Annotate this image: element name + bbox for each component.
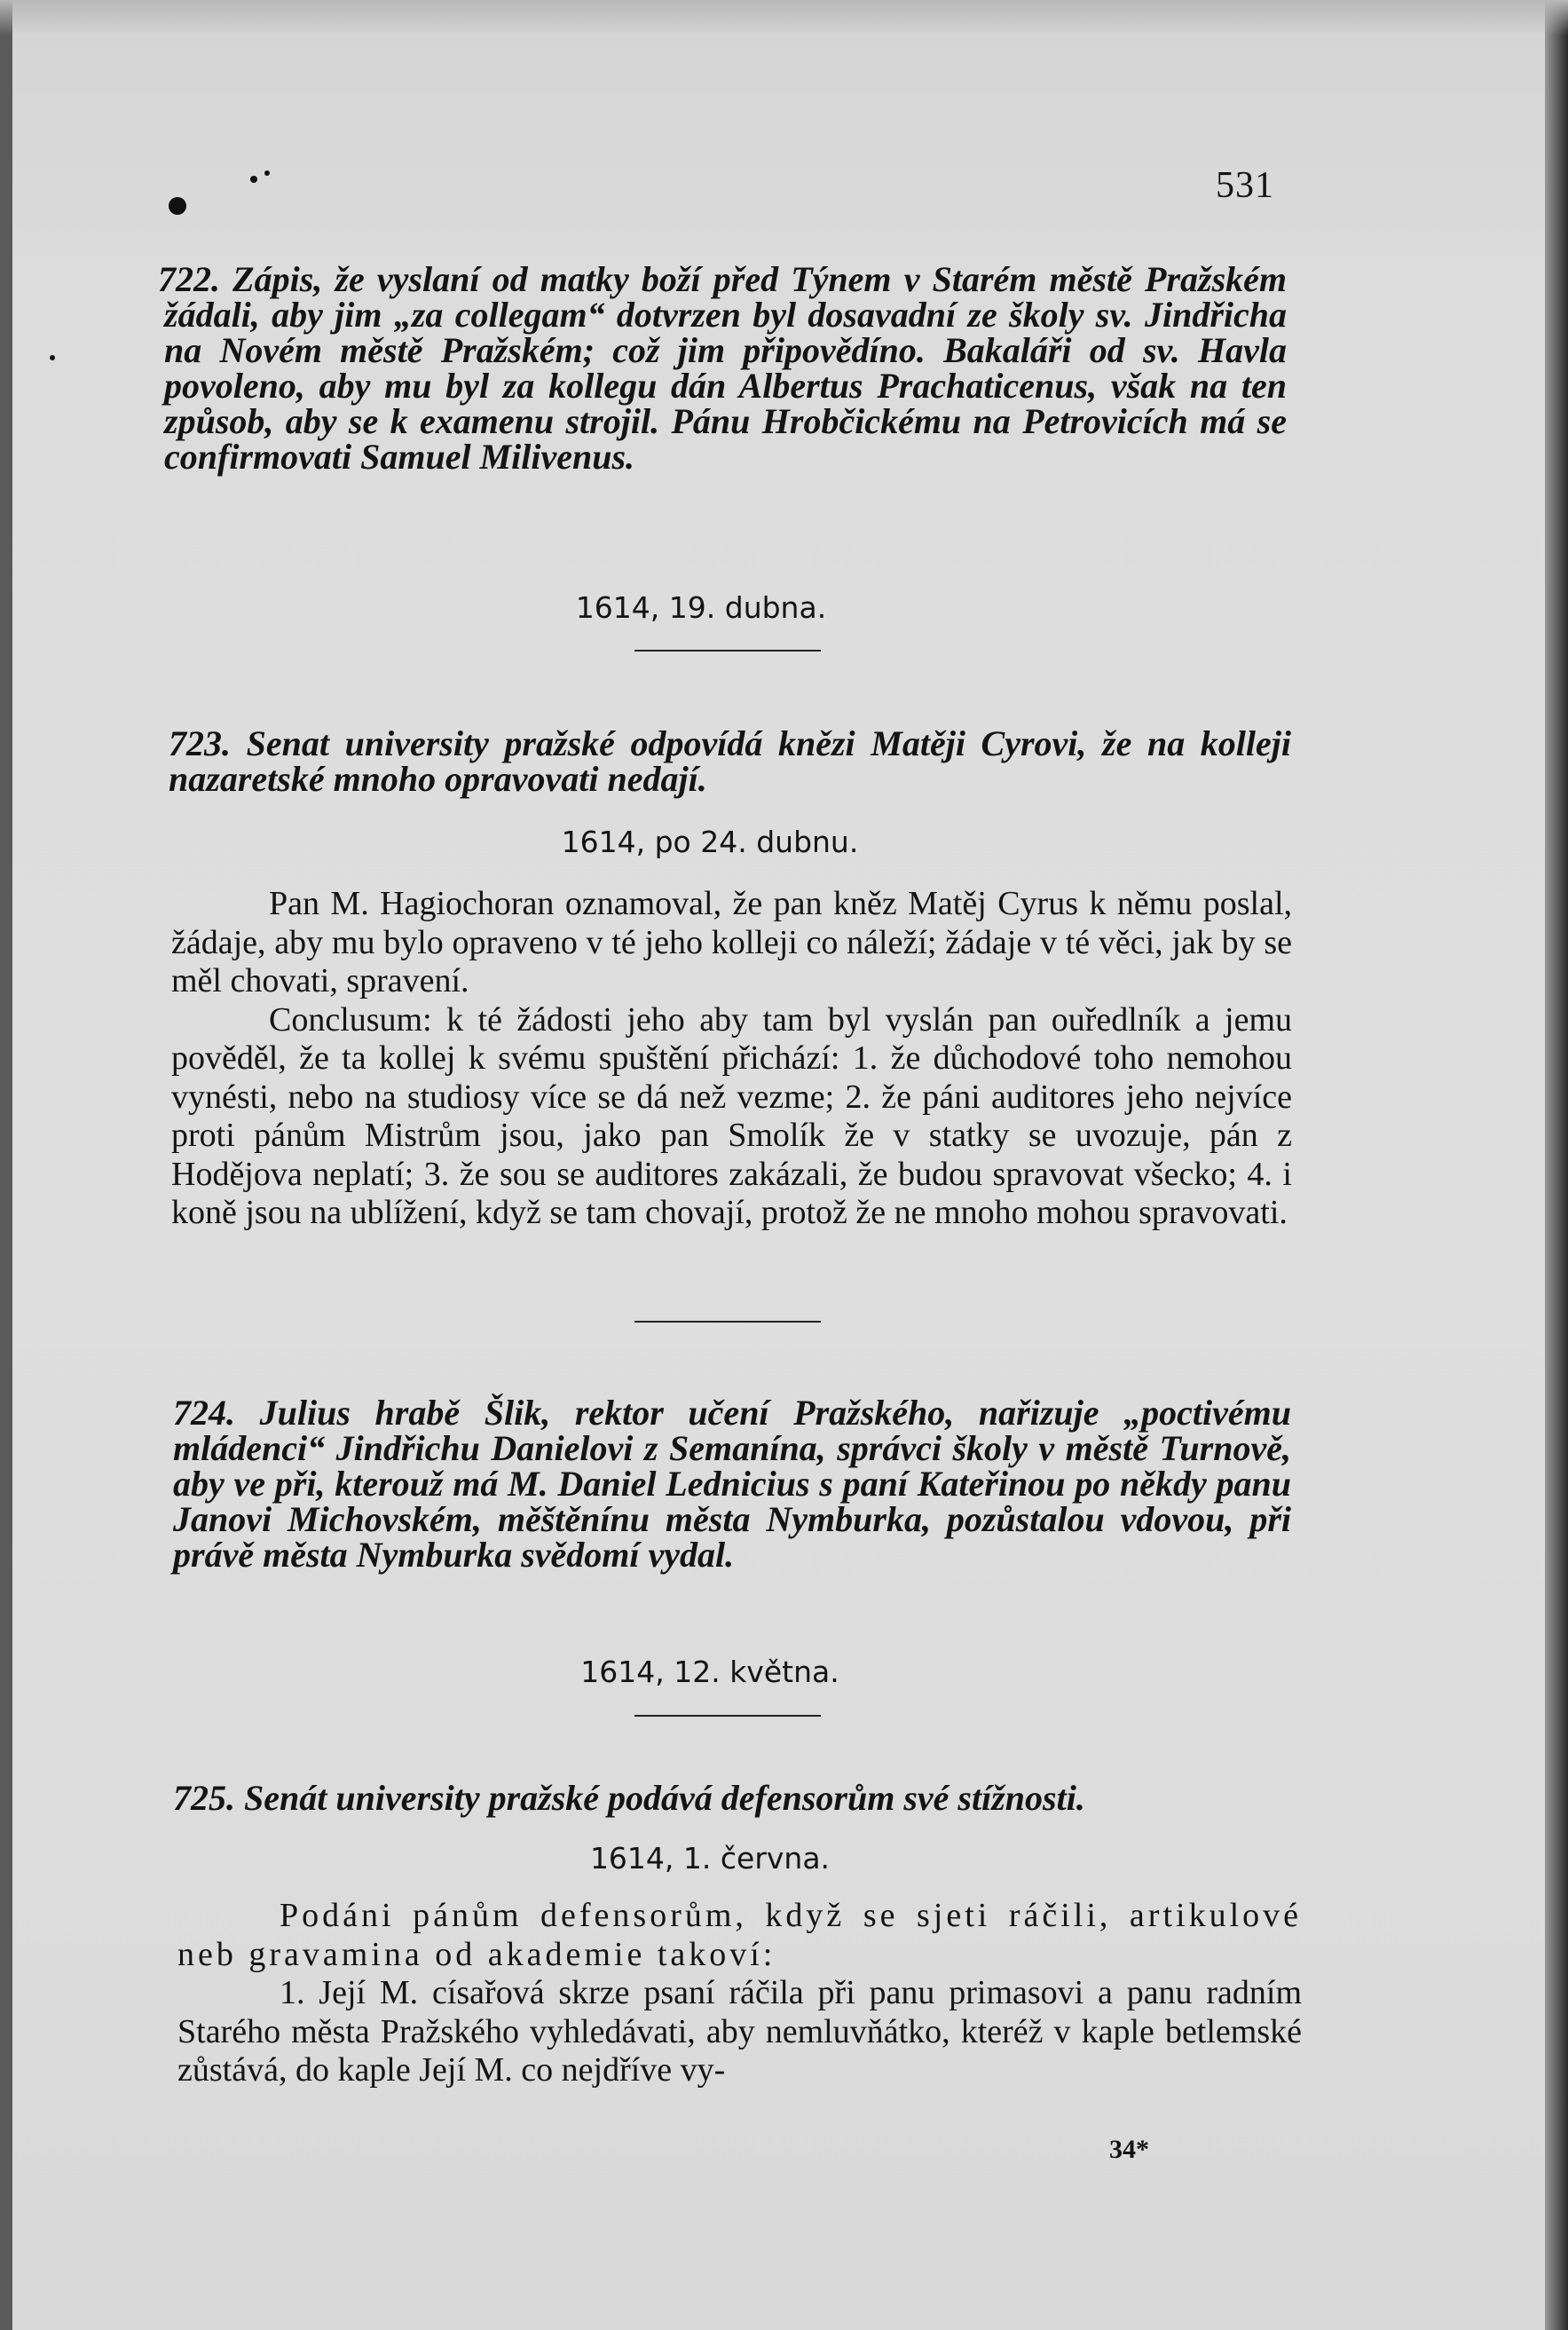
page-left-edge: [0, 0, 12, 2330]
entry-722-heading: [158, 259, 1288, 477]
entry-heading-text: Senát university pražské podává defensorům své stížnosti.: [244, 1778, 1085, 1818]
ink-speck: [264, 170, 270, 176]
body-paragraph: 1. Její M. císařová skrze psaní ráčila při panu primasovi a panu radním Starého města Pražského vyhledávati, aby nemluvňátko, kteréž v kaple betlemské zůstává, do kaple Její M. co nejdříve vy-: [177, 1974, 1302, 2089]
page-right-edge: [1545, 0, 1568, 2330]
body-paragraph: Conclusum: k té žádosti jeho aby tam byl vyslán pan ouředlník a jemu pověděl, že ta kollej k svému spuštění přichází: 1. že důchodové toho nemohou vynésti, nebo na studiosy více se dá než vezme; 2. že páni auditores jeho nejvíce proti pánům Mistrům jsou, jako pan Smolík že v statky se uvozuje, pán z Hodějova neplatí; 3. že sou se auditores zakázali, že budou spravovat všecko; 4. i koně jsou na ublížení, když se tam chovají, protož že ne mnoho mohou spravovati.: [171, 1000, 1292, 1231]
entry-number: 724.: [173, 1393, 235, 1433]
body-paragraph: Pan M. Hagiochoran oznamoval, že pan kněz Matěj Cyrus k němu poslal, žádaje, aby mu bylo opraveno v té jeho kolleji co náleží; žádaje v té věci, jak by se měl chovati, spravení.: [171, 885, 1292, 999]
entry-723-heading: [169, 723, 1292, 799]
entry-725-body: [177, 1897, 1302, 2090]
separator-rule: [634, 1715, 821, 1717]
ink-speck: [169, 197, 186, 215]
page-top-shadow: [0, 0, 1568, 36]
entry-723-body: [171, 885, 1292, 1233]
separator-rule: [634, 1321, 821, 1323]
body-paragraph: Podáni pánům defensorům, když se sjeti ráčili, artikulové neb gravamina od akademie takoví:: [177, 1897, 1302, 1973]
separator-rule: [634, 650, 821, 652]
entry-number: 722.: [158, 259, 220, 299]
entry-722-date: 1614, 19. dubna.: [575, 590, 827, 625]
entry-724-heading: [173, 1395, 1291, 1573]
entry-heading-text: Senat university pražské odpovídá knězi Matěji Cyrovi, že na kolleji nazaretské mnoho opravovati nedají.: [169, 723, 1292, 799]
ink-speck: [50, 355, 55, 360]
entry-number: 725.: [173, 1778, 235, 1818]
entry-725-heading: [173, 1778, 1300, 1818]
page-number: 531: [1216, 165, 1274, 206]
entry-heading-text: Zápis, že vyslaní od matky boží před Týnem v Starém městě Pražském žádali, aby jim „za collegam“ dotvrzen byl dosavadní ze školy sv. Jindřicha na Novém městě Pražském; což jim připovědíno. Bakaláři od sv. Havla povoleno, aby mu byl za kollegu dán Albertus Prachaticenus, však na ten způsob, aby se k examenu strojil. Pánu Hrobčickému na Petrovicích má se confirmovati Samuel Milivenus.: [164, 259, 1288, 477]
entry-heading-text: Julius hrabě Šlik, rektor učení Pražského, nařizuje „poctivému mládenci“ Jindřichu Danielovi z Semanína, správci školy v městě Turnově, aby ve při, kterouž má M. Daniel Lednicius s paní Kateřinou po někdy panu Janovi Michovském, měštěnínu města Nymburka, pozůstalou vdovou, při právě města Nymburka svědomí vydal.: [173, 1393, 1291, 1575]
entry-724-date: 1614, 12. května.: [580, 1655, 839, 1689]
entry-725-date: 1614, 1. června.: [589, 1841, 831, 1876]
entry-number: 723.: [169, 723, 231, 763]
ink-speck: [250, 176, 257, 183]
entry-723-date: 1614, po 24. dubnu.: [561, 825, 859, 859]
signature-mark: 34*: [1109, 2135, 1149, 2164]
